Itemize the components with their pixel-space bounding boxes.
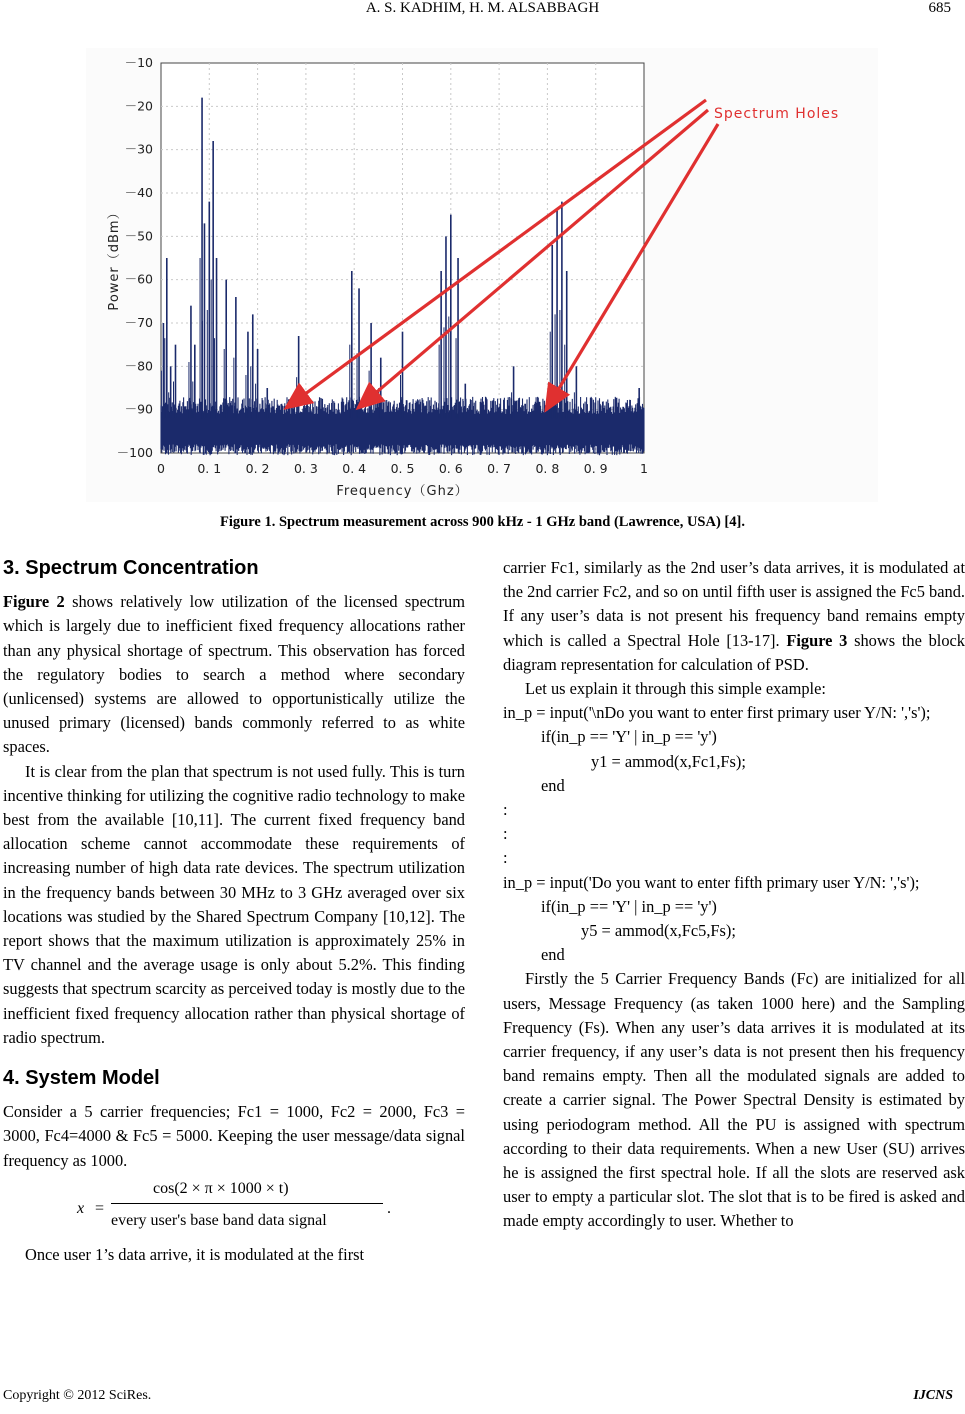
figure-3-reference: Figure 3 <box>786 630 848 650</box>
paragraph: Once user 1’s data arrive, it is modulated at the first <box>25 1244 365 1264</box>
y-tick-label: －90 <box>124 401 153 417</box>
equation-denominator: every user's base band data signal <box>111 1211 327 1229</box>
spectrum-holes-annotation: Spectrum Holes <box>714 106 840 122</box>
y-tick-label: －40 <box>124 185 153 200</box>
y-tick-label: －10 <box>124 55 153 70</box>
code-line: : <box>503 824 508 844</box>
code-line: : <box>503 848 508 868</box>
code-line: end <box>541 775 565 795</box>
paragraph: Consider a 5 carrier frequencies; Fc1 = 1000, Fc2 = 2000, Fc3 = 3000, Fc4=4000 & Fc5 = 5000. Keeping the user message/data signal frequency as 1000. <box>3 1102 465 1170</box>
equation-variable: x <box>77 1199 85 1217</box>
code-line: in_p = input('Do you want to enter fifth primary user Y/N: ','s'); <box>503 872 920 892</box>
journal-name: IJCNS <box>913 1388 953 1403</box>
right-column <box>503 556 965 1234</box>
code-line: if(in_p == 'Y' | in_p == 'y') <box>541 896 717 916</box>
paragraph <box>503 556 965 677</box>
x-tick-label: 0. 6 <box>438 461 463 476</box>
x-tick-label: 0. 4 <box>342 461 367 476</box>
equation-period: . <box>387 1199 391 1217</box>
x-axis-label: Frequency（Ghz） <box>336 484 469 499</box>
code-line: end <box>541 945 565 965</box>
paragraph: Firstly the 5 Carrier Frequency Bands (Fc) are initialized for all users, Message Frequency (as taken 1000 here) and the Sampling Frequency (Fs). When any user’s data arrives it is modulated at its carrier frequency, if any user’s data is not present then his frequency band remains empty. Then all the modulated signals are added to create a carrier signal. The Power Spectral Density is estimated by using periodogram method. All the PU is assigned with spectrum according to their data requirements. When a new User (SU) arrives he is assigned the first spectral hole. If all the slots are reserved ask user to empty a particular slot. The slot that is to be fired is asked and made empty accordingly to user. Whether to <box>503 969 965 1231</box>
x-tick-label: 1 <box>640 461 648 476</box>
paragraph <box>3 590 465 759</box>
equation-equals: = <box>95 1199 105 1217</box>
section-4-heading: 4. System Model <box>3 1067 160 1090</box>
equation-numerator: cos(2 × π × 1000 × t) <box>153 1179 289 1197</box>
y-tick-label: －80 <box>124 358 153 374</box>
y-axis-label: Power（dBm） <box>107 205 122 311</box>
author-names: A. S. KADHIM, H. M. ALSABBAGH <box>365 0 600 16</box>
x-tick-label: 0. 9 <box>583 461 608 476</box>
paragraph-text: shows the block diagram representation for calculation of PSD. <box>503 630 965 674</box>
x-tick-label: 0. 1 <box>197 461 222 476</box>
equation <box>3 1173 465 1243</box>
code-line: in_p = input('\nDo you want to enter first primary user Y/N: ','s'); <box>503 703 931 723</box>
figure-caption: Figure 1. Spectrum measurement across 900 kHz - 1 GHz band (Lawrence, USA) [4]. <box>220 514 745 530</box>
paragraph: Let us explain it through this simple example: <box>525 679 826 699</box>
y-tick-label: －70 <box>124 315 153 330</box>
y-tick-label: －60 <box>124 271 153 287</box>
code-line: : <box>503 800 508 820</box>
paragraph-text: carrier Fc1, similarly as the 2nd user’s data arrives, it is modulated at the 2nd carrier Fc2, and so on until fifth user is assigned the Fc5 band. If any user’s data is not present his frequency band remains empty which is called a Spectral Hole [13-17]. <box>503 558 965 650</box>
paragraph-text: shows relatively low utilization of the licensed spectrum which is largely due to inefficient fixed frequency allocations rather than any physical shortage of spectrum. This observation has forced the regulatory bodies to search a method where secondary (unlicensed) systems are allowed to opportunistically utilize the unused primary (licensed) bands commonly referred to as white spaces. <box>3 592 465 757</box>
spectrum-chart <box>86 48 878 502</box>
running-head <box>0 0 965 22</box>
code-line: y5 = ammod(x,Fc5,Fs); <box>581 921 736 941</box>
section-3-heading: 3. Spectrum Concentration <box>3 557 259 579</box>
code-line: y1 = ammod(x,Fc1,Fs); <box>591 751 746 771</box>
figure-spectrum-measurement <box>86 48 878 502</box>
y-tick-label: －50 <box>124 228 153 244</box>
y-tick-label: －20 <box>124 98 153 114</box>
page-number: 685 <box>928 0 951 16</box>
x-tick-label: 0 <box>157 461 165 476</box>
paragraph: It is clear from the plan that spectrum is not used fully. This is turn incentive thinking for utilizing the cognitive radio technology to make best from the available [10,11]. The current fixed frequency band allocation scheme cannot accommodate these requirements of increasing number of high data rate devices. The spectrum utilization in the frequency bands between 30 MHz to 3 GHz averaged over six locations was studied by the Shared Spectrum Company [10,12]. The report shows that the maximum utilization is approximately 25% in TV channel and the average usage is only about 5.2%. This finding suggests that spectrum scarcity as perceived today is mostly due to the inefficient fixed frequency allocation rather than physical shortage of radio spectrum. <box>3 761 466 1047</box>
left-column <box>3 556 465 1267</box>
x-tick-label: 0. 3 <box>293 461 318 476</box>
y-tick-label: －30 <box>124 141 153 157</box>
figure-2-reference: Figure 2 <box>3 592 65 612</box>
copyright: Copyright © 2012 SciRes. <box>3 1388 152 1403</box>
x-tick-label: 0. 7 <box>487 461 512 476</box>
code-line: if(in_p == 'Y' | in_p == 'y') <box>541 727 717 747</box>
y-tick-label: －100 <box>116 445 153 460</box>
x-tick-label: 0. 8 <box>535 461 560 476</box>
fraction-bar <box>111 1203 383 1204</box>
x-tick-label: 0. 2 <box>245 461 270 476</box>
x-tick-label: 0. 5 <box>390 461 415 476</box>
